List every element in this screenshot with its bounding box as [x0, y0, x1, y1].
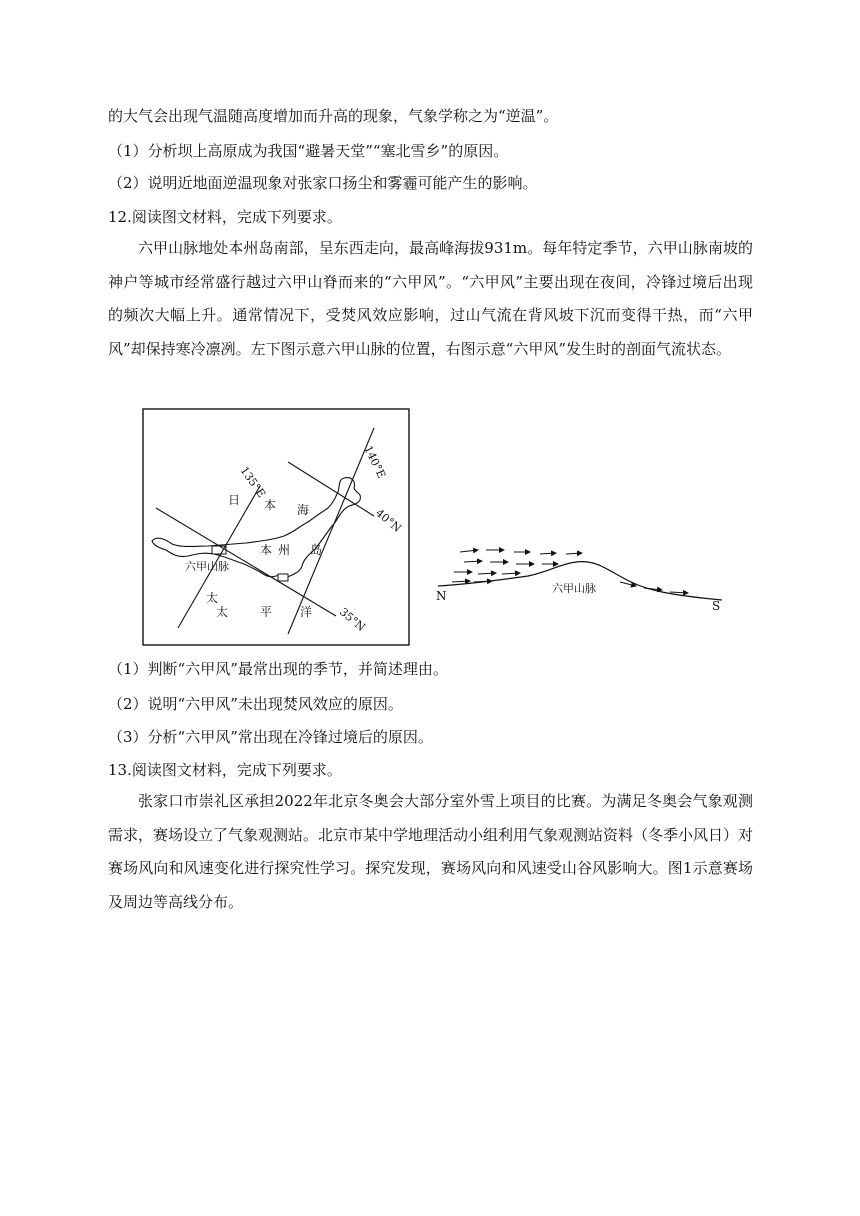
question-11-1: （1）分析坝上高原成为我国“避暑天堂”“塞北雪乡”的原因。 [108, 142, 509, 160]
text-line-inversion: 的大气会出现气温随高度增加而升高的现象，气象学称之为“逆温”。 [108, 107, 559, 125]
label-135e: 135°E [237, 464, 268, 501]
label-ocean-tai1: 太 [206, 591, 219, 605]
rokko-marker [212, 546, 226, 554]
label-sea-ri: 日 [228, 493, 241, 507]
question-12-3: （3）分析“六甲风”常出现在冷锋过境后的原因。 [108, 728, 433, 746]
label-sea-ben: 本 [264, 498, 277, 512]
rokko-location-map [142, 408, 410, 646]
label-island-dao: 岛 [310, 543, 323, 557]
label-profile-mountain: 六甲山脉 [552, 582, 596, 595]
map-frame [143, 409, 409, 645]
label-sea-hai: 海 [297, 503, 310, 517]
meridian-140 [288, 428, 374, 634]
parallel-35 [156, 508, 336, 616]
label-ocean-tai2: 太 [216, 605, 229, 619]
label-140e: 140°E [361, 443, 389, 481]
question-12-2: （2）说明“六甲风”未出现焚风效应的原因。 [108, 695, 403, 713]
label-35n: 35°N [337, 605, 368, 635]
label-40n: 40°N [373, 506, 404, 536]
label-ocean-yang: 洋 [300, 605, 313, 619]
label-north: N [436, 589, 447, 603]
rokko-wind-profile [430, 540, 730, 615]
question-13-material: 张家口市崇礼区承担2022年北京冬奥会大部分室外雪上项目的比赛。为满足冬奥会气象观测需求，赛场设立了气象观测站。北京市某中学地理活动小组利用气象观测站资料（冬季小风日）对赛场风向和风速变化进行探究性学习。探究发现，赛场风向和风速受山谷风影响大。图1示意赛场及周边等高线分布。 [108, 792, 754, 911]
question-13-heading: 13.阅读图文材料，完成下列要求。 [108, 761, 342, 779]
label-island-ben: 本 [260, 543, 273, 557]
question-12-1: （1）判断“六甲风”最常出现的季节，并简述理由。 [108, 660, 448, 678]
question-12-material: 六甲山脉地处本州岛南部，呈东西走向，最高峰海拔931m。每年特定季节，六甲山脉南坡的神户等城市经常盛行越过六甲山脊而来的“六甲风”。“六甲风”主要出现在夜间，冷锋过境后出现的频次大幅上升。通常情况下，受焚风效应影响，过山气流在背风坡下沉而变得干热，而“六甲风”却保持寒冷凛冽。左下图示意六甲山脉的位置，右图示意“六甲风”发生时的剖面气流状态。 [108, 239, 753, 358]
label-rokko-mountain: 六甲山脉 [185, 560, 229, 573]
question-11-2: （2）说明近地面逆温现象对张家口扬尘和雾霾可能产生的影响。 [108, 174, 538, 192]
question-12-heading: 12.阅读图文材料，完成下列要求。 [108, 208, 342, 226]
small-marker [278, 574, 288, 581]
label-south: S [712, 599, 721, 613]
label-ocean-ping: 平 [260, 605, 273, 619]
label-island-zhou: 州 [278, 543, 291, 557]
